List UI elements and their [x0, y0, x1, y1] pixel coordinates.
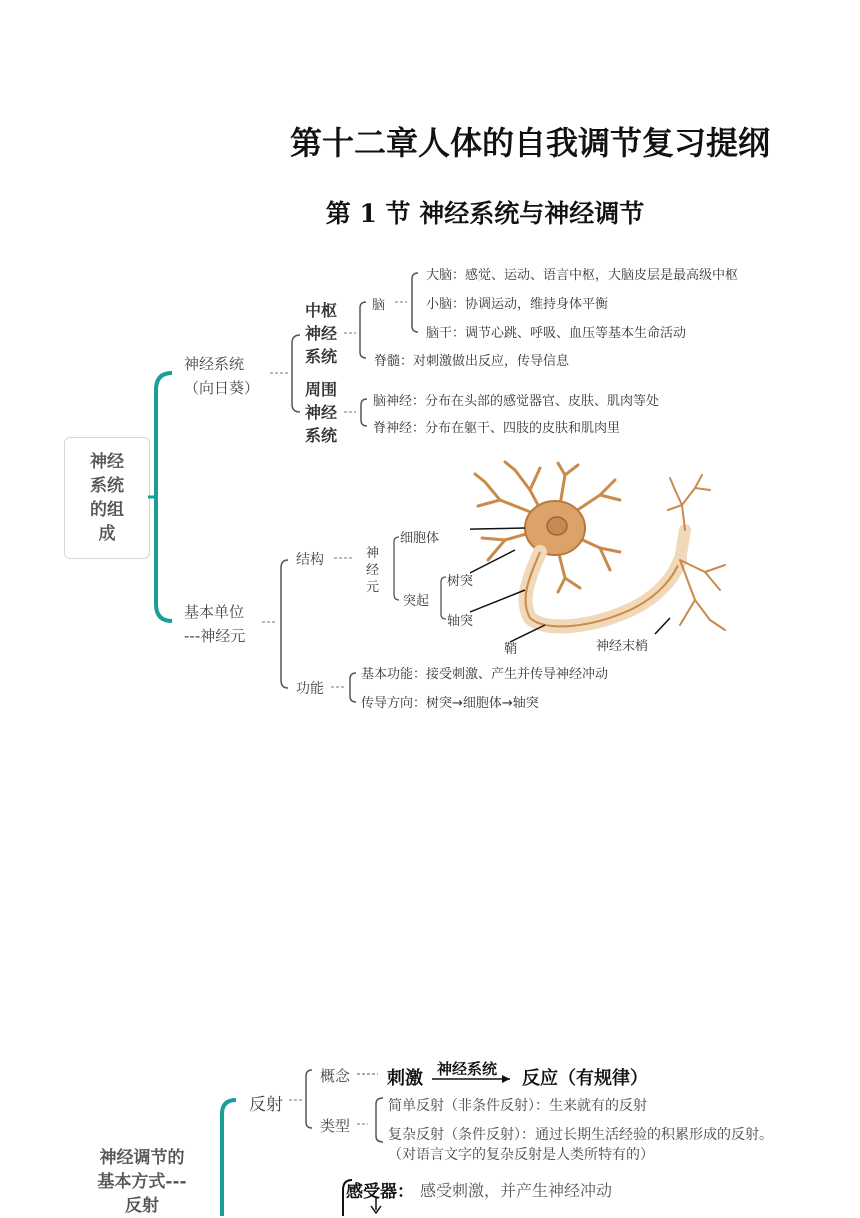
- central-nervous-system: 中枢 神经 系统: [305, 301, 338, 366]
- function-label: 功能: [296, 681, 324, 697]
- root-node-neural-regulation: 神经调节的 基本方式--- 反射: [97, 1148, 187, 1216]
- page-title: 第十二章人体的自我调节复习提纲: [289, 124, 770, 162]
- conduction-direction-text: 传导方向：树突→细胞体→轴突: [361, 696, 539, 711]
- complex-reflex-text: 复杂反射（条件反射）：通过长期生活经验的积累形成的反射。: [388, 1127, 773, 1143]
- nerve-ending-label: 神经末梢: [596, 639, 649, 654]
- nervous-system-arrow-label: 神经系统: [437, 1060, 498, 1078]
- spinal-nerves-text: 脊神经：分布在躯干、四肢的皮肤和肌肉里: [373, 421, 621, 436]
- peripheral-nervous-system: 周围 神经 系统: [305, 380, 338, 445]
- neuron-illustration: [470, 460, 740, 650]
- dendrite-label: 树突: [447, 574, 474, 589]
- stimulus-text: 刺激: [387, 1068, 423, 1089]
- receptor-label: 感受器：: [346, 1182, 414, 1202]
- sheath-label: 鞘: [504, 642, 518, 657]
- reflex-label: 反射: [249, 1095, 283, 1115]
- branch-nervous-system: 神经系统 （向日葵）: [184, 355, 260, 397]
- brain-label: 脑: [372, 298, 386, 313]
- cranial-nerves-text: 脑神经：分布在头部的感觉器官、皮肤、肌肉等处: [373, 394, 660, 409]
- cerebrum-text: 大脑：感觉、运动、语言中枢，大脑皮层是最高级中枢: [426, 268, 739, 283]
- concept-label: 概念: [320, 1067, 351, 1085]
- receptor-text: 感受刺激，并产生神经冲动: [420, 1181, 613, 1200]
- basic-function-text: 基本功能：接受刺激、产生并传导神经冲动: [361, 667, 609, 682]
- root-node-label: 神经 系统 的组 成: [90, 452, 124, 544]
- cell-body-label: 细胞体: [400, 531, 440, 546]
- axon-label: 轴突: [447, 614, 474, 629]
- brainstem-text: 脑干：调节心跳、呼吸、血压等基本生命活动: [426, 326, 687, 341]
- types-label: 类型: [320, 1117, 351, 1135]
- processes-label: 突起: [403, 594, 430, 609]
- branch-basic-unit: 基本单位 ---神经元: [184, 603, 246, 645]
- spinal-cord-text: 脊髓：对刺激做出反应，传导信息: [374, 354, 570, 369]
- cerebellum-text: 小脑：协调运动，维持身体平衡: [426, 297, 609, 312]
- simple-reflex-text: 简单反射（非条件反射）：生来就有的反射: [388, 1098, 647, 1114]
- neuron-label: 神 经 元: [366, 546, 380, 595]
- response-text: 反应（有规律）: [522, 1068, 648, 1089]
- section-title: 第 1 节 神经系统与神经调节: [325, 199, 645, 228]
- language-reflex-note: （对语言文字的复杂反射是人类所特有的）: [388, 1147, 654, 1163]
- structure-label: 结构: [296, 552, 324, 568]
